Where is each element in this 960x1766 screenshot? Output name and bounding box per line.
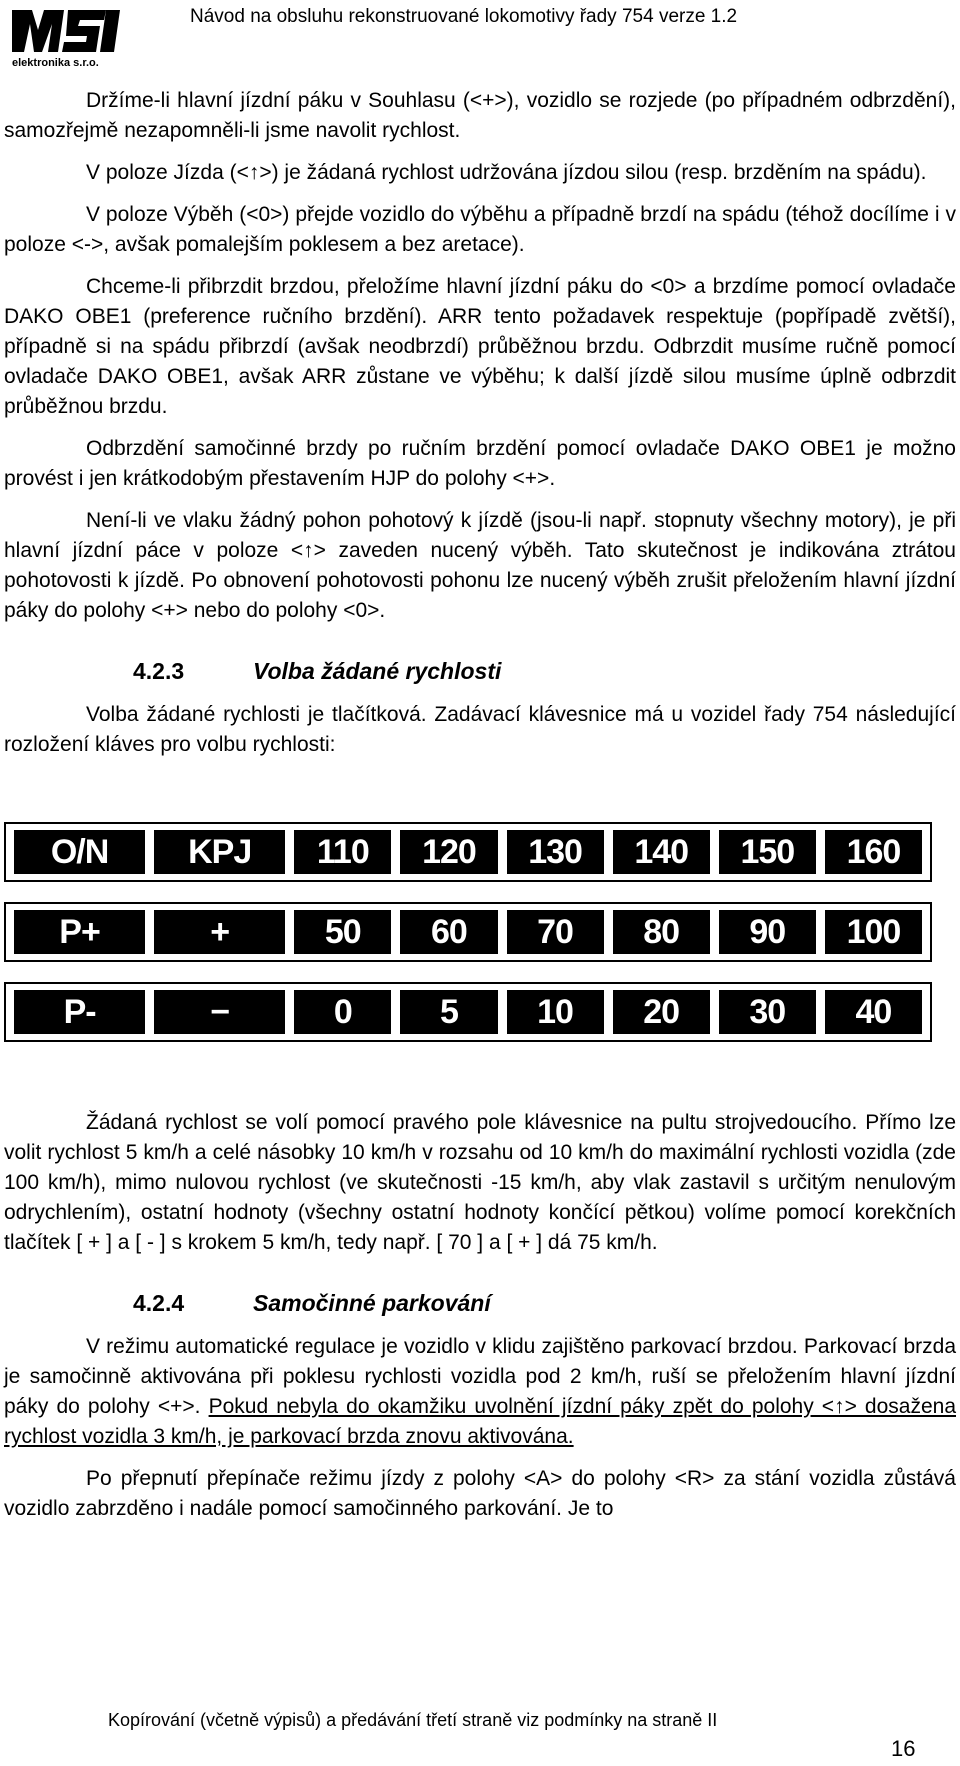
section-title: Volba žádané rychlosti — [253, 658, 502, 684]
underlined-text: Pokud nebyla do okamžiku uvolnění jízdní páky zpět do polohy <↑> dosažena rychlost vozidla 3 km/h, je parkovací brzda znovu aktivována. — [4, 1395, 956, 1448]
paragraph: Odbrzdění samočinné brzdy po ručním brzdění pomocí ovladače DAKO OBE1 je možno provést i jen krátkodobým přestavením HJP do polohy <+>. — [4, 437, 956, 490]
paragraph: V poloze Výběh (<0>) přejde vozidlo do výběhu a případně brzdí na spádu (téhož docílíme i v poloze <->, avšak pomalejším poklesem a bez aretace). — [4, 203, 956, 256]
section-heading-4-2-3 — [4, 656, 956, 686]
section-title: Samočinné parkování — [253, 1290, 491, 1316]
key-40: 40 — [825, 990, 922, 1034]
key-150: 150 — [719, 830, 816, 874]
paragraph: Po přepnutí přepínače režimu jízdy z polohy <A> do polohy <R> za stání vozidla zůstává vozidlo zabrzděno i nadále pomocí samočinného parkování. Je to — [4, 1467, 956, 1520]
paragraph: Držíme-li hlavní jízdní páku v Souhlasu (<+>), vozidlo se rozjede (po případném odbrzdění), samozřejmě nezapomněli-li jsme navolit rychlost. — [4, 89, 956, 142]
company-logo — [10, 6, 122, 70]
key-0: 0 — [294, 990, 391, 1034]
key-p-minus: P- — [14, 990, 145, 1034]
svg-text:elektronika s.r.o.: elektronika s.r.o. — [12, 57, 99, 69]
keypad-row-1 — [4, 822, 932, 882]
page-content — [4, 86, 956, 1536]
key-10: 10 — [507, 990, 604, 1034]
section-number: 4.2.3 — [133, 658, 185, 684]
paragraph: Žádaná rychlost se volí pomocí pravého pole klávesnice na pultu strojvedoucího. Přímo lze volit rychlost 5 km/h a celé násobky 10 km/h v rozsahu od 10 km/h do maximální rychlosti vozidla (zde 100 km/h), mimo nulovou rychlost (ve skutečnosti -15 km/h, aby vlak zastavil s určitým nenulovým odrychlením), ostatní hodnoty (všechny ostatní hodnoty končící pětkou) volíme pomocí korekčních tlačítek [ + ] a [ - ] s krokem 5 km/h, tedy např. [ 70 ] a [ + ] dá 75 km/h. — [4, 1111, 956, 1254]
footer-note: Kopírování (včetně výpisů) a předávání třetí straně viz podmínky na straně II — [108, 1710, 718, 1730]
document-title: Návod na obsluhu rekonstruované lokomotivy řady 754 verze 1.2 — [190, 6, 738, 27]
key-120: 120 — [400, 830, 497, 874]
keypad-row-3 — [4, 982, 932, 1042]
key-minus: − — [154, 990, 285, 1034]
key-60: 60 — [400, 910, 497, 954]
key-110: 110 — [294, 830, 391, 874]
key-140: 140 — [613, 830, 710, 874]
key-90: 90 — [719, 910, 816, 954]
keypad-row-2 — [4, 902, 932, 962]
page-number: 16 — [891, 1736, 916, 1761]
key-kpj: KPJ — [154, 830, 285, 874]
key-50: 50 — [294, 910, 391, 954]
paragraph: V poloze Jízda (<↑>) je žádaná rychlost udržována jízdou silou (resp. brzděním na spádu). — [86, 161, 927, 184]
key-100: 100 — [825, 910, 922, 954]
paragraph: Chceme-li přibrzdit brzdou, přeložíme hlavní jízdní páku do <0> a brzdíme pomocí ovladače DAKO OBE1 (preference ručního brzdění). ARR tento požadavek respektuje (popřípadě zvětší), případně si na spádu přibrzdí (avšak neodbrzdí) průběžnou brzdu. Odbrzdit musíme ručně pomocí ovladače DAKO OBE1, avšak ARR zůstane ve výběhu; k další jízdě silou musíme úplně odbrzdit průběžnou brzdu. — [4, 275, 956, 418]
key-160: 160 — [825, 830, 922, 874]
key-plus: + — [154, 910, 285, 954]
key-on-off: O/N — [14, 830, 145, 874]
key-80: 80 — [613, 910, 710, 954]
key-70: 70 — [507, 910, 604, 954]
keypad-layout — [4, 822, 956, 1042]
key-p-plus: P+ — [14, 910, 145, 954]
paragraph-text: V režimu automatické regulace je vozidlo v klidu zajištěno parkovací brzdou. Parkovací brzda je samočinně aktivována při poklesu rychlosti vozidla pod 2 km/h, ruší se přeložením hlavní jízdní páky do polohy <+>. — [4, 1335, 956, 1418]
section-heading-4-2-4 — [4, 1288, 956, 1318]
key-5: 5 — [400, 990, 497, 1034]
key-20: 20 — [613, 990, 710, 1034]
paragraph: Není-li ve vlaku žádný pohon pohotový k jízdě (jsou-li např. stopnuty všechny motory), je při hlavní jízdní páce v poloze <↑> zaveden nucený výběh. Tato skutečnost je indikována ztrátou pohotovosti k jízdě. Po obnovení pohotovosti pohonu lze nucený výběh zrušit přeložením hlavní jízdní páky do polohy <+> nebo do polohy <0>. — [4, 509, 956, 622]
section-number: 4.2.4 — [133, 1290, 185, 1316]
key-30: 30 — [719, 990, 816, 1034]
paragraph — [4, 1332, 956, 1452]
key-130: 130 — [507, 830, 604, 874]
paragraph: Volba žádané rychlosti je tlačítková. Zadávací klávesnice má u vozidel řady 754 následující rozložení kláves pro volbu rychlosti: — [4, 703, 956, 756]
